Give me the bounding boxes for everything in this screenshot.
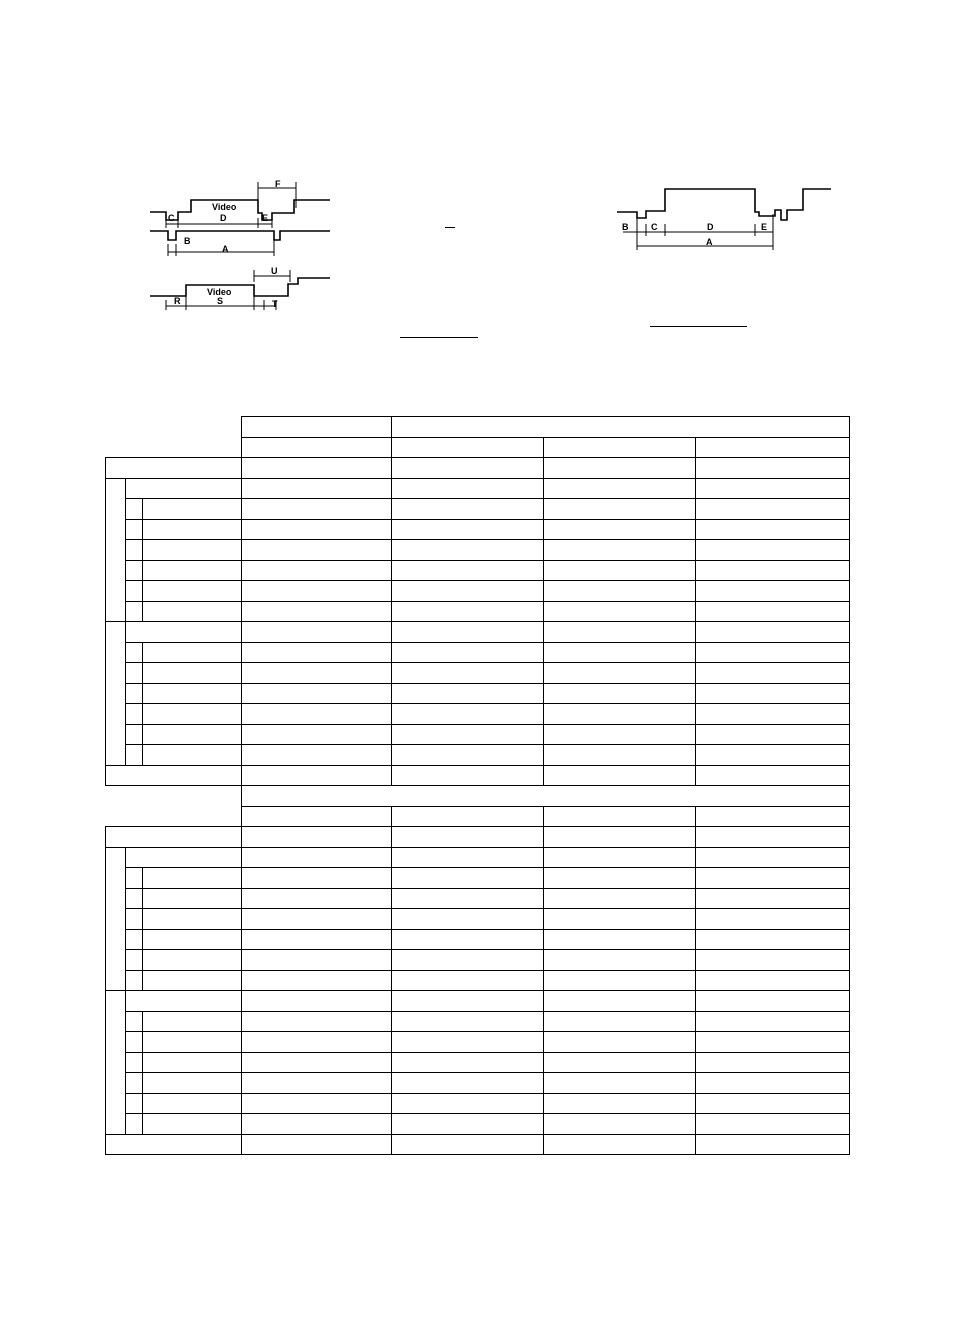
group-label-cell [106,478,126,622]
value-cell [392,868,544,889]
value-cell [544,458,696,479]
item-label-cell [143,868,242,889]
group-title-cell [126,478,242,499]
value-cell [696,499,850,520]
row-label-cell [106,1134,242,1155]
value-cell [696,560,850,581]
item-label-cell [143,683,242,704]
sync-timing-diagram [615,184,833,254]
value-cell [544,1093,696,1114]
value-cell [696,1032,850,1053]
timing-table [105,416,850,1155]
value-cell [544,601,696,622]
item-label-cell [143,929,242,950]
label-F: F [275,179,281,189]
item-label-cell [143,1052,242,1073]
item-index-cell [126,540,143,561]
item-label-cell [143,888,242,909]
value-cell [544,765,696,786]
value-cell [242,888,392,909]
group-row [106,847,850,868]
item-index-cell [126,560,143,581]
item-row [106,970,850,991]
header-cell [696,806,850,827]
value-cell [392,970,544,991]
item-index-cell [126,868,143,889]
item-index-cell [126,888,143,909]
value-cell [242,1011,392,1032]
value-cell [696,478,850,499]
value-cell [242,1052,392,1073]
value-cell [242,1134,392,1155]
value-cell [392,888,544,909]
value-cell [544,1032,696,1053]
group-title-cell [126,991,242,1012]
label-B: B [184,236,191,246]
item-index-cell [126,950,143,971]
value-cell [392,581,544,602]
item-index-cell [126,663,143,684]
value-cell [696,765,850,786]
value-cell [392,601,544,622]
value-cell [544,499,696,520]
value-cell [392,991,544,1012]
value-cell [696,991,850,1012]
item-label-cell [143,745,242,766]
value-cell [392,458,544,479]
item-label-cell [143,601,242,622]
item-index-cell [126,909,143,930]
item-label-cell [143,499,242,520]
value-cell [392,540,544,561]
item-row [106,745,850,766]
value-cell [392,950,544,971]
item-label-cell [143,1114,242,1135]
value-cell [696,847,850,868]
value-cell [696,970,850,991]
item-row [106,683,850,704]
value-cell [242,724,392,745]
header-cell [544,437,696,458]
item-index-cell [126,704,143,725]
value-cell [392,622,544,643]
item-index-cell [126,1011,143,1032]
value-cell [544,683,696,704]
header-cell [392,417,850,438]
item-row [106,1073,850,1094]
item-index-cell [126,970,143,991]
value-cell [242,1114,392,1135]
value-cell [392,745,544,766]
header-cell [242,437,392,458]
value-cell [696,683,850,704]
item-row [106,724,850,745]
label-A-right: A [706,237,713,247]
value-cell [544,1011,696,1032]
item-row [106,499,850,520]
group-title-cell [126,622,242,643]
value-cell [544,478,696,499]
header-cell [242,806,392,827]
value-cell [242,847,392,868]
item-row [106,868,850,889]
value-cell [544,663,696,684]
item-label-cell [143,1032,242,1053]
header-cell [392,437,544,458]
item-index-cell [126,1114,143,1135]
group-title-cell [126,847,242,868]
formula-overline [445,227,455,228]
value-cell [392,1011,544,1032]
item-index-cell [126,1093,143,1114]
group-label-cell [106,847,126,991]
value-cell [544,704,696,725]
value-cell [696,827,850,848]
item-index-cell [126,683,143,704]
value-cell [242,642,392,663]
group-row [106,478,850,499]
value-cell [696,1011,850,1032]
value-cell [544,1073,696,1094]
value-cell [544,827,696,848]
value-cell [392,683,544,704]
label-D: D [220,213,227,223]
value-cell [242,909,392,930]
value-cell [392,909,544,930]
value-cell [242,950,392,971]
label-E-right: E [761,222,768,232]
item-index-cell [126,1052,143,1073]
header-cell [242,417,392,438]
value-cell [242,663,392,684]
value-cell [696,1093,850,1114]
value-cell [544,519,696,540]
item-label-cell [143,663,242,684]
value-cell [242,560,392,581]
value-cell [544,847,696,868]
timing-waveform-right [615,184,833,254]
item-index-cell [126,1032,143,1053]
value-cell [696,601,850,622]
horizontal-vertical-timing-diagram [148,178,332,318]
summary-row [106,1134,850,1155]
value-cell [392,847,544,868]
header-cell [544,806,696,827]
item-row [106,1052,850,1073]
value-cell [242,499,392,520]
item-index-cell [126,745,143,766]
value-cell [392,724,544,745]
item-row [106,519,850,540]
value-cell [392,929,544,950]
value-cell [544,642,696,663]
header-corner [106,786,242,827]
value-cell [696,1073,850,1094]
timing-table-body [106,417,850,1155]
value-cell [242,683,392,704]
label-C-right: C [651,222,658,232]
value-cell [696,458,850,479]
item-label-cell [143,581,242,602]
value-cell [392,478,544,499]
value-cell [544,888,696,909]
label-B-right: B [622,222,629,232]
value-cell [544,1134,696,1155]
table-header-row [106,786,850,807]
row-label-cell [106,458,242,479]
item-label-cell [143,724,242,745]
value-cell [696,724,850,745]
value-cell [696,642,850,663]
item-label-cell [143,642,242,663]
item-row [106,704,850,725]
item-row [106,888,850,909]
summary-row [106,765,850,786]
value-cell [242,540,392,561]
item-label-cell [143,1093,242,1114]
label-C: C [168,213,175,223]
formula-rule-right [650,326,747,327]
table-header-row [106,417,850,438]
value-cell [544,950,696,971]
item-row [106,663,850,684]
value-cell [544,909,696,930]
value-cell [242,1093,392,1114]
value-cell [392,519,544,540]
item-row [106,1032,850,1053]
item-row [106,581,850,602]
row-label-cell [106,765,242,786]
value-cell [242,622,392,643]
item-row [106,540,850,561]
header-cell [696,437,850,458]
value-cell [696,929,850,950]
item-label-cell [143,519,242,540]
value-cell [242,1073,392,1094]
value-cell [392,765,544,786]
group-label-cell [106,991,126,1135]
value-cell [392,663,544,684]
value-cell [392,1134,544,1155]
item-row [106,909,850,930]
value-cell [696,519,850,540]
label-video-top: Video [212,202,237,212]
value-cell [544,1052,696,1073]
value-cell [544,622,696,643]
item-index-cell [126,601,143,622]
item-index-cell [126,581,143,602]
summary-row [106,827,850,848]
item-index-cell [126,519,143,540]
value-cell [392,1073,544,1094]
value-cell [392,1114,544,1135]
group-row [106,991,850,1012]
value-cell [544,929,696,950]
row-label-cell [106,827,242,848]
label-R: R [174,296,181,306]
value-cell [242,745,392,766]
group-row [106,622,850,643]
item-index-cell [126,499,143,520]
value-cell [544,745,696,766]
value-cell [544,560,696,581]
value-cell [696,540,850,561]
group-label-cell [106,622,126,766]
label-video-bottom: Video [207,287,232,297]
item-row [106,642,850,663]
value-cell [392,642,544,663]
value-cell [696,950,850,971]
value-cell [696,704,850,725]
value-cell [242,868,392,889]
label-T: T [272,299,278,309]
label-U: U [271,266,278,276]
item-row [106,950,850,971]
summary-row [106,458,850,479]
value-cell [544,540,696,561]
label-S: S [217,296,224,306]
value-cell [696,1052,850,1073]
value-cell [392,1052,544,1073]
value-cell [696,909,850,930]
value-cell [242,765,392,786]
value-cell [242,458,392,479]
item-row [106,601,850,622]
label-A: A [222,244,229,254]
item-label-cell [143,909,242,930]
value-cell [544,970,696,991]
value-cell [696,888,850,909]
value-cell [696,622,850,643]
value-cell [242,704,392,725]
value-cell [392,827,544,848]
item-label-cell [143,540,242,561]
item-row [106,560,850,581]
header-corner [106,417,242,458]
value-cell [544,724,696,745]
value-cell [544,1114,696,1135]
item-label-cell [143,950,242,971]
item-label-cell [143,1073,242,1094]
value-cell [242,991,392,1012]
value-cell [242,970,392,991]
value-cell [696,868,850,889]
timing-waveform-left [148,178,332,318]
item-label-cell [143,560,242,581]
value-cell [242,581,392,602]
item-index-cell [126,724,143,745]
item-row [106,1093,850,1114]
value-cell [392,1032,544,1053]
formula-rule-left [400,337,478,338]
value-cell [242,601,392,622]
value-cell [392,704,544,725]
value-cell [242,478,392,499]
value-cell [544,581,696,602]
value-cell [392,1093,544,1114]
item-label-cell [143,970,242,991]
item-row [106,1011,850,1032]
header-cell [392,806,544,827]
value-cell [544,991,696,1012]
value-cell [696,663,850,684]
value-cell [242,1032,392,1053]
item-index-cell [126,642,143,663]
value-cell [242,519,392,540]
item-index-cell [126,929,143,950]
item-label-cell [143,704,242,725]
item-row [106,929,850,950]
item-index-cell [126,1073,143,1094]
label-D-right: D [707,222,714,232]
value-cell [544,868,696,889]
value-cell [392,499,544,520]
item-row [106,1114,850,1135]
value-cell [242,827,392,848]
value-cell [392,560,544,581]
header-cell [242,786,850,807]
value-cell [696,1114,850,1135]
item-label-cell [143,1011,242,1032]
label-E: E [262,213,269,223]
value-cell [696,1134,850,1155]
value-cell [696,745,850,766]
value-cell [242,929,392,950]
value-cell [696,581,850,602]
